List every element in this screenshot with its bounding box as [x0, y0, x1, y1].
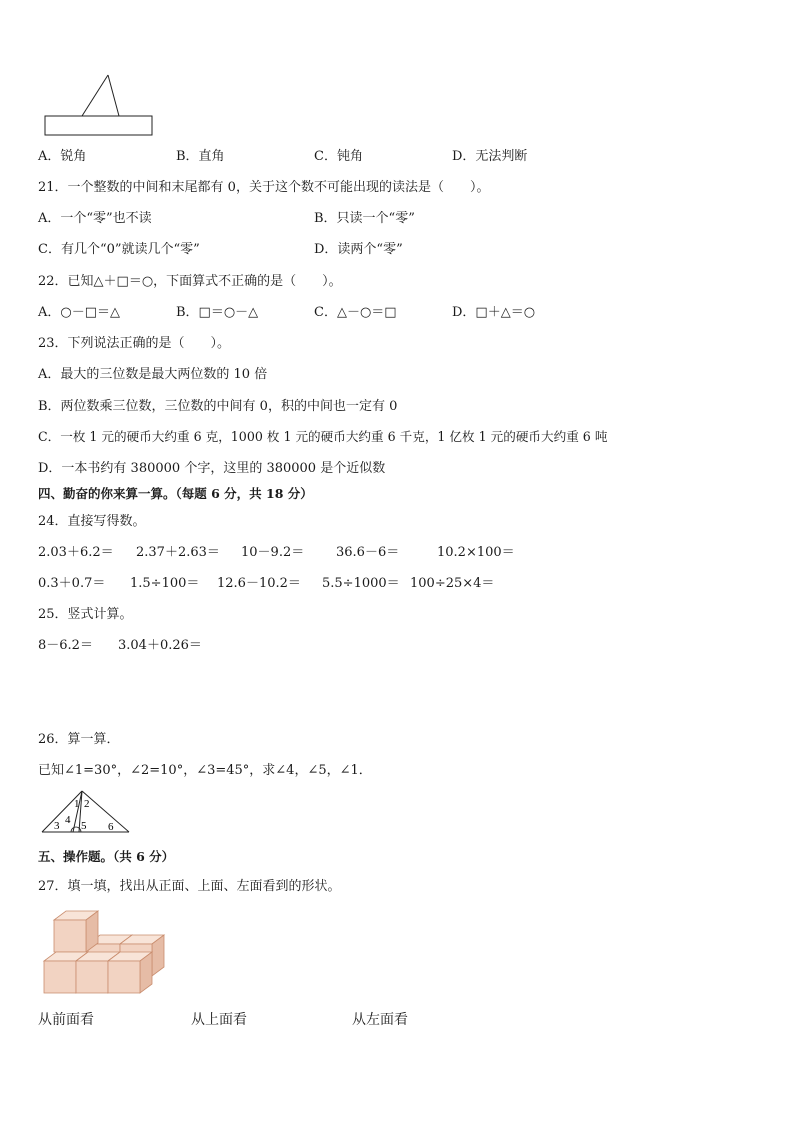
- q24-item-1-3: 10－9.2＝: [241, 545, 305, 560]
- q25-stem: 25．竖式计算。: [38, 607, 133, 622]
- angle-label-6: 6: [108, 821, 114, 833]
- q22-option-c[interactable]: C．△－○＝□: [314, 305, 397, 320]
- q23-stem: 23．下列说法正确的是（ ）。: [38, 336, 231, 351]
- q20-option-c[interactable]: C．钝角: [314, 149, 363, 164]
- q26-stem: 26．算一算．: [38, 732, 120, 747]
- q23-option-c[interactable]: C．一枚 1 元的硬币大约重 6 克，1000 枚 1 元的硬币大约重 6 千克，1 亿枚 1 元的硬币大约重 6 吨: [38, 429, 608, 444]
- q24-item-1-5: 10.2×100＝: [437, 545, 515, 560]
- q26-triangle-figure: [40, 788, 132, 834]
- angle-ray-left: [82, 75, 108, 116]
- q25-item-1: 8－6.2＝: [38, 638, 93, 653]
- angle-label-5: 5: [81, 820, 87, 832]
- angle-label-4: 4: [65, 814, 71, 826]
- angle-label-2: 2: [84, 798, 90, 810]
- q24-item-2-4: 5.5÷1000＝: [322, 576, 400, 591]
- cube-stack: [44, 911, 164, 993]
- q22-option-a[interactable]: A．○－□＝△: [38, 305, 121, 320]
- q24-item-1-1: 2.03＋6.2＝: [38, 545, 114, 560]
- q27-cube-figure: [42, 902, 170, 994]
- q22-option-d[interactable]: D．□＋△＝○: [452, 305, 536, 320]
- q20-option-d[interactable]: D．无法判断: [452, 149, 528, 164]
- angle-ray-right: [108, 75, 119, 116]
- angle-label-3: 3: [54, 820, 60, 832]
- q21-stem: 21．一个整数的中间和末尾都有 0，关于这个数不可能出现的读法是（ ）。: [38, 180, 490, 195]
- q24-stem: 24．直接写得数。: [38, 514, 146, 529]
- q23-option-a[interactable]: A．最大的三位数是最大两位数的 10 倍: [38, 367, 268, 382]
- angle-label-1: 1: [74, 798, 80, 810]
- q22-stem: 22．已知△＋□＝○，下面算式不正确的是（ ）。: [38, 274, 342, 289]
- view-left-label: 从左面看: [352, 1012, 408, 1028]
- q21-option-d[interactable]: D．读两个“零”: [314, 242, 403, 257]
- q24-item-1-4: 36.6－6＝: [336, 545, 400, 560]
- q20-option-b[interactable]: B．直角: [176, 149, 225, 164]
- q24-item-2-5: 100÷25×4＝: [410, 576, 495, 591]
- q26-given: 已知∠1=30°，∠2=10°，∠3=45°，求∠4，∠5，∠1．: [38, 763, 372, 778]
- section4-title: 四、勤奋的你来算一算。（每题 6 分，共 18 分）: [38, 486, 313, 501]
- q24-item-2-3: 12.6－10.2＝: [217, 576, 301, 591]
- q24-item-2-2: 1.5÷100＝: [130, 576, 200, 591]
- q27-stem: 27．填一填，找出从正面、上面、左面看到的形状。: [38, 879, 341, 894]
- q22-option-b[interactable]: B．□＝○－△: [176, 305, 259, 320]
- q23-option-b[interactable]: B．两位数乘三位数，三位数的中间有 0，积的中间也一定有 0: [38, 399, 398, 414]
- q21-option-b[interactable]: B．只读一个“零”: [314, 211, 415, 226]
- cube-top-left: [54, 911, 98, 952]
- q20-angle-figure: [40, 70, 160, 140]
- q24-item-1-2: 2.37＋2.63＝: [136, 545, 220, 560]
- q21-option-a[interactable]: A．一个“零”也不读: [38, 211, 152, 226]
- q21-option-c[interactable]: C．有几个“0”就读几个“零”: [38, 242, 200, 257]
- view-front-label: 从前面看: [38, 1012, 94, 1028]
- q20-option-a[interactable]: A．锐角: [38, 149, 87, 164]
- q24-item-2-1: 0.3＋0.7＝: [38, 576, 106, 591]
- ruler-rectangle: [45, 116, 152, 135]
- view-top-label: 从上面看: [191, 1012, 247, 1028]
- q23-option-d[interactable]: D．一本书约有 380000 个字，这里的 380000 是个近似数: [38, 461, 386, 476]
- q25-item-2: 3.04＋0.26＝: [118, 638, 202, 653]
- section5-title: 五、操作题。（共 6 分）: [38, 849, 175, 864]
- cube-front-3: [108, 952, 152, 993]
